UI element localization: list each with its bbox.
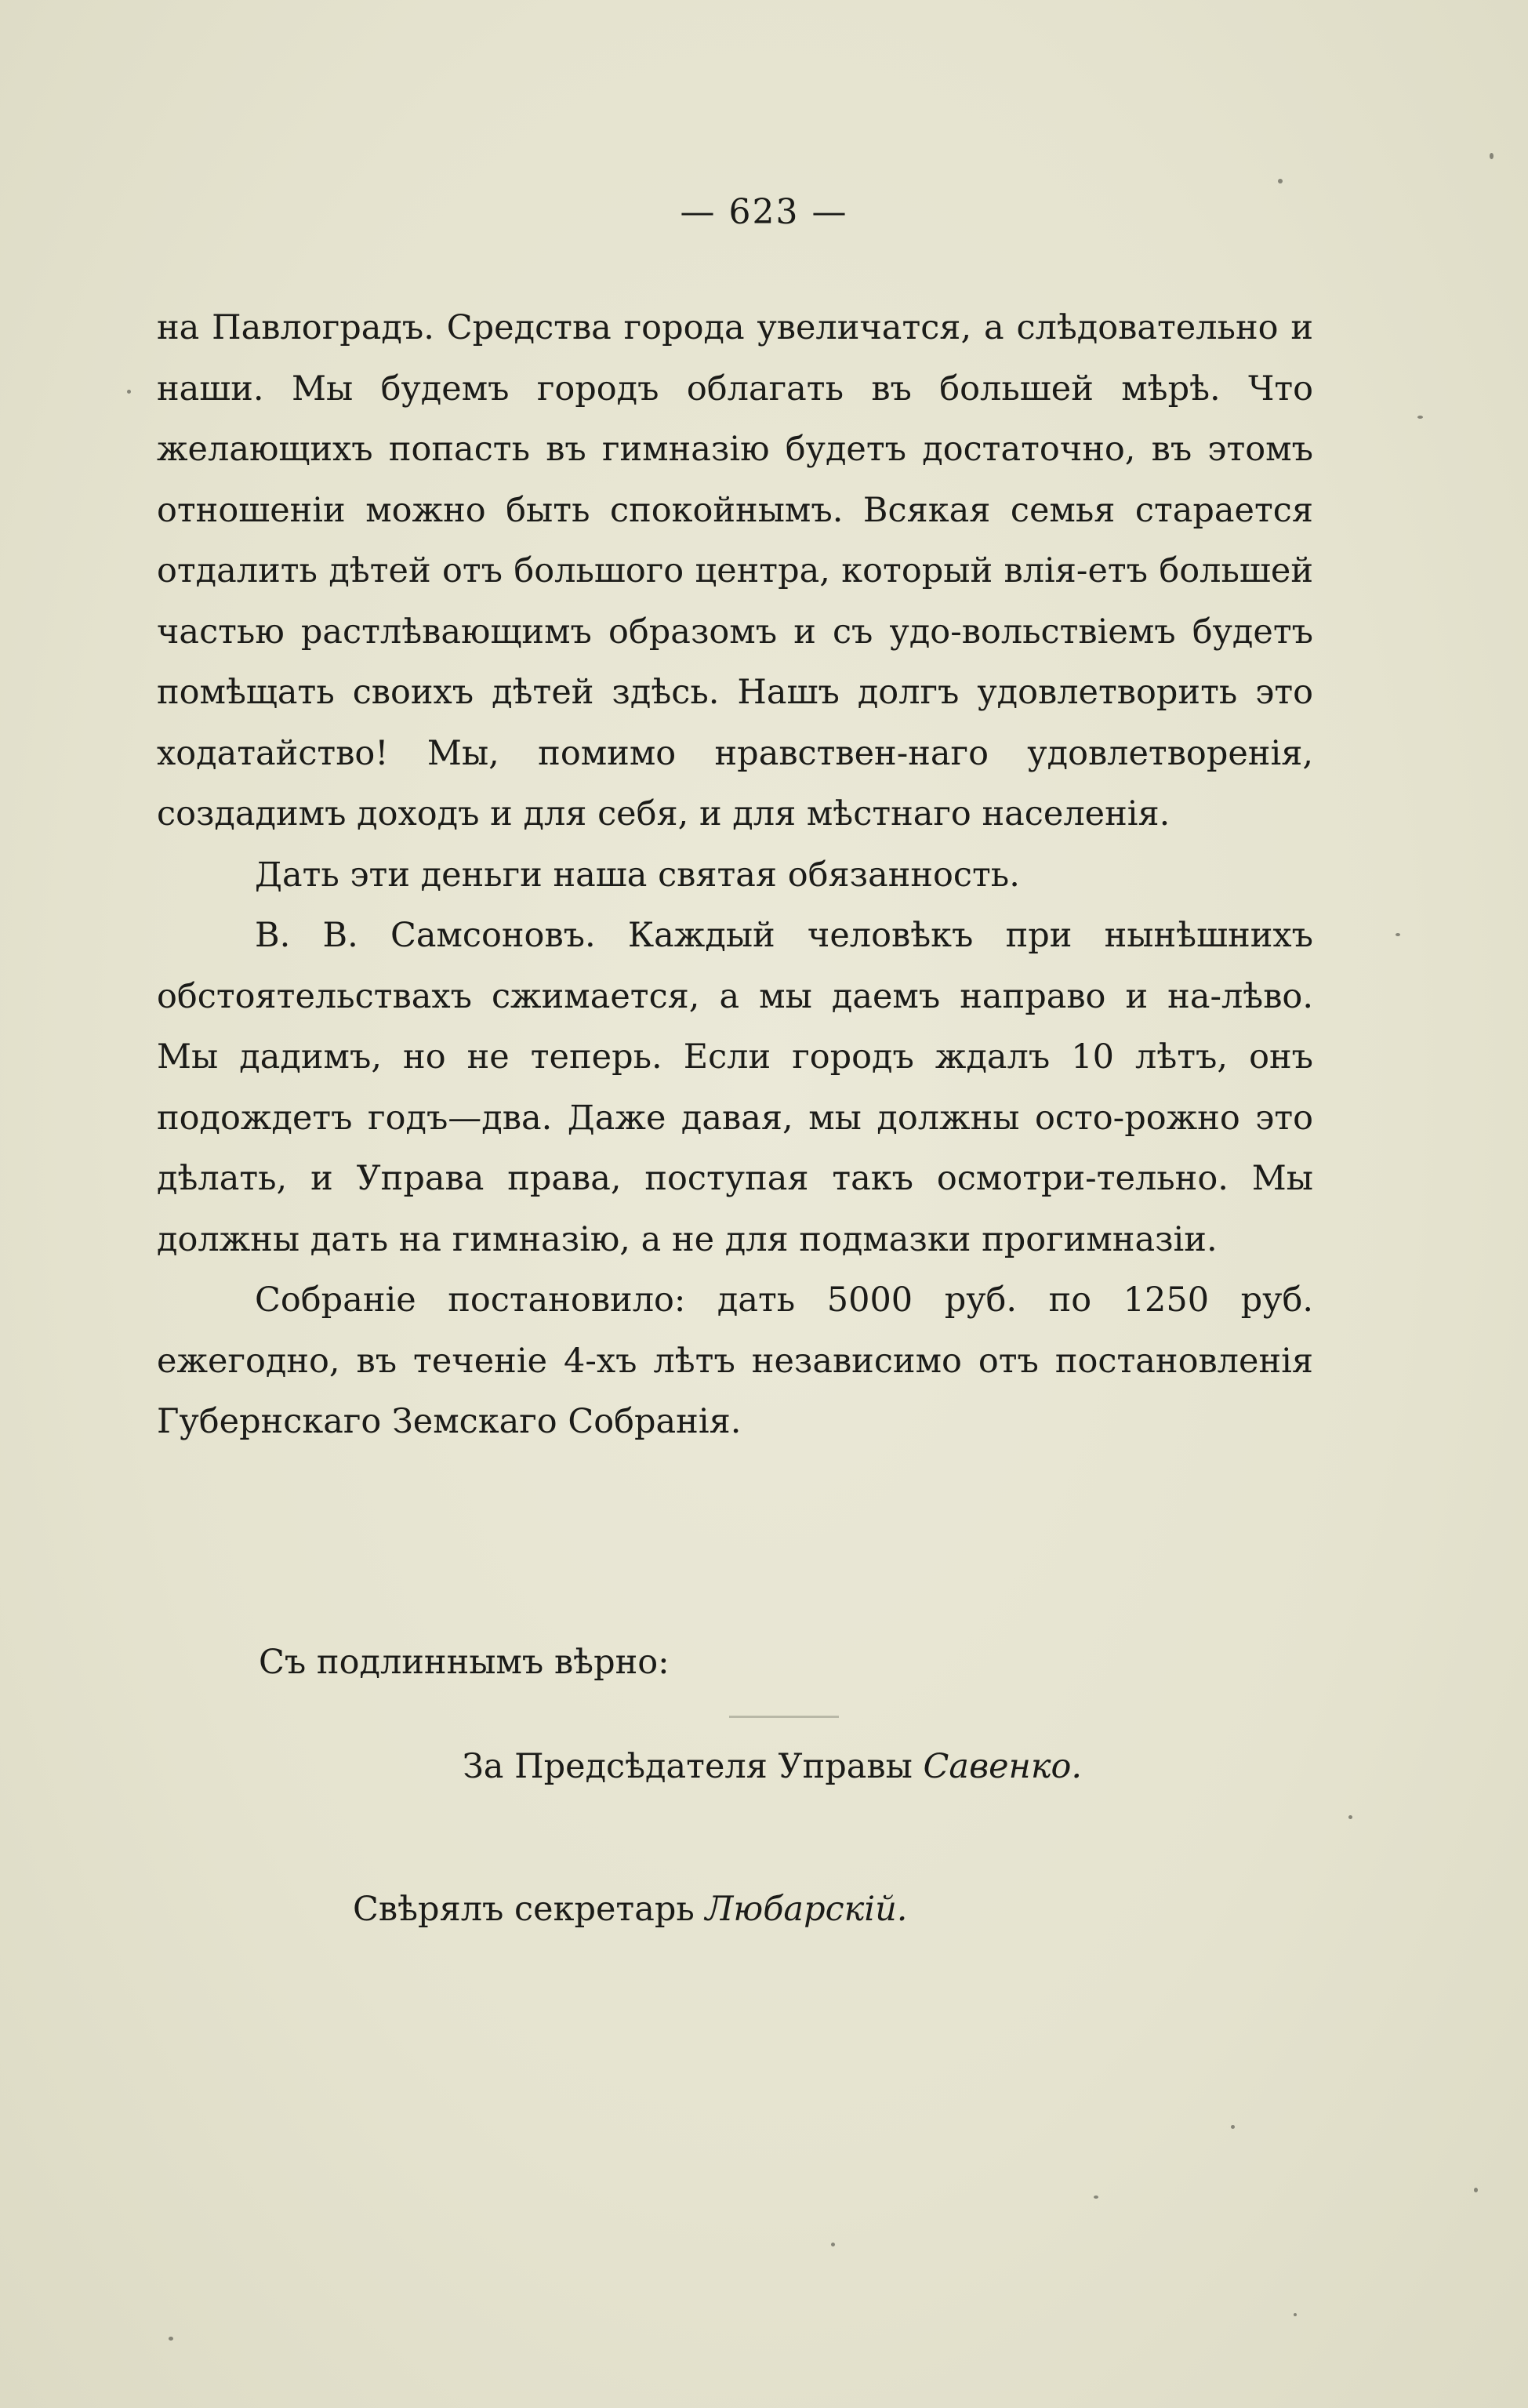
paper-speck	[169, 2337, 173, 2341]
paper-speck	[1474, 2188, 1478, 2192]
body-text	[157, 298, 1313, 1453]
chair-signature-line	[463, 1747, 1082, 1786]
divider	[729, 1716, 839, 1718]
paper-speck	[127, 390, 131, 394]
chair-signature: Савенко.	[923, 1747, 1083, 1786]
paragraph-continuation: на Павлоградъ. Средства города увеличатся, а слѣдовательно и наши. Мы будемъ городъ облагать въ большей мѣрѣ. Что желающихъ попасть въ гимназію будетъ достаточно, въ этомъ отношеніи можно быть спокойнымъ. Всякая семья старается отдалить дѣтей отъ большого центра, который влія-етъ большей частью растлѣвающимъ образомъ и съ удо-вольствіемъ будетъ помѣщать своихъ дѣтей здѣсь. Нашъ долгъ удовлетворить это ходатайство! Мы, помимо нравствен-наго удовлетворенія, создадимъ доходъ и для себя, и для мѣстнаго населенія.	[157, 308, 1313, 834]
paper-speck	[1231, 2125, 1235, 2129]
paragraph-obligation: Дать эти деньги наша святая обязанность.	[255, 855, 1020, 895]
secretary-signature: Любарскій.	[705, 1890, 908, 1929]
paper-speck	[1396, 933, 1400, 936]
paper-speck	[1294, 2313, 1297, 2316]
paper-speck	[831, 2243, 835, 2246]
paragraph-resolution: Собраніе постановило: дать 5000 руб. по 1250 руб. ежегодно, въ теченіе 4-хъ лѣтъ независимо отъ постановленія Губернскаго Земскаго Собранія.	[157, 1280, 1313, 1441]
paper-speck	[1278, 179, 1283, 183]
secretary-label: Свѣрялъ секретарь	[353, 1890, 695, 1929]
paragraph-samsonov-speech: В. В. Самсоновъ. Каждый человѣкъ при нынѣшнихъ обстоятельствахъ сжимается, а мы даемъ направо и на-лѣво. Мы дадимъ, но не теперь. Если городъ ждалъ 10 лѣтъ, онъ подождетъ годъ—два. Даже давая, мы должны осто-рожно это дѣлать, и Управа права, поступая такъ осмотри-тельно. Мы должны дать на гимназію, а не для подмазки прогимназіи.	[157, 916, 1313, 1259]
paper-speck	[1094, 2196, 1098, 2199]
page-number: — 623 —	[680, 192, 848, 232]
chair-label: За Предсѣдателя Управы	[463, 1747, 913, 1786]
paper-speck	[1348, 1815, 1352, 1819]
certified-line: Съ подлиннымъ вѣрно:	[259, 1643, 670, 1682]
paper-speck	[1490, 153, 1494, 159]
paper-speck	[1417, 416, 1423, 419]
secretary-signature-line	[353, 1890, 907, 1929]
